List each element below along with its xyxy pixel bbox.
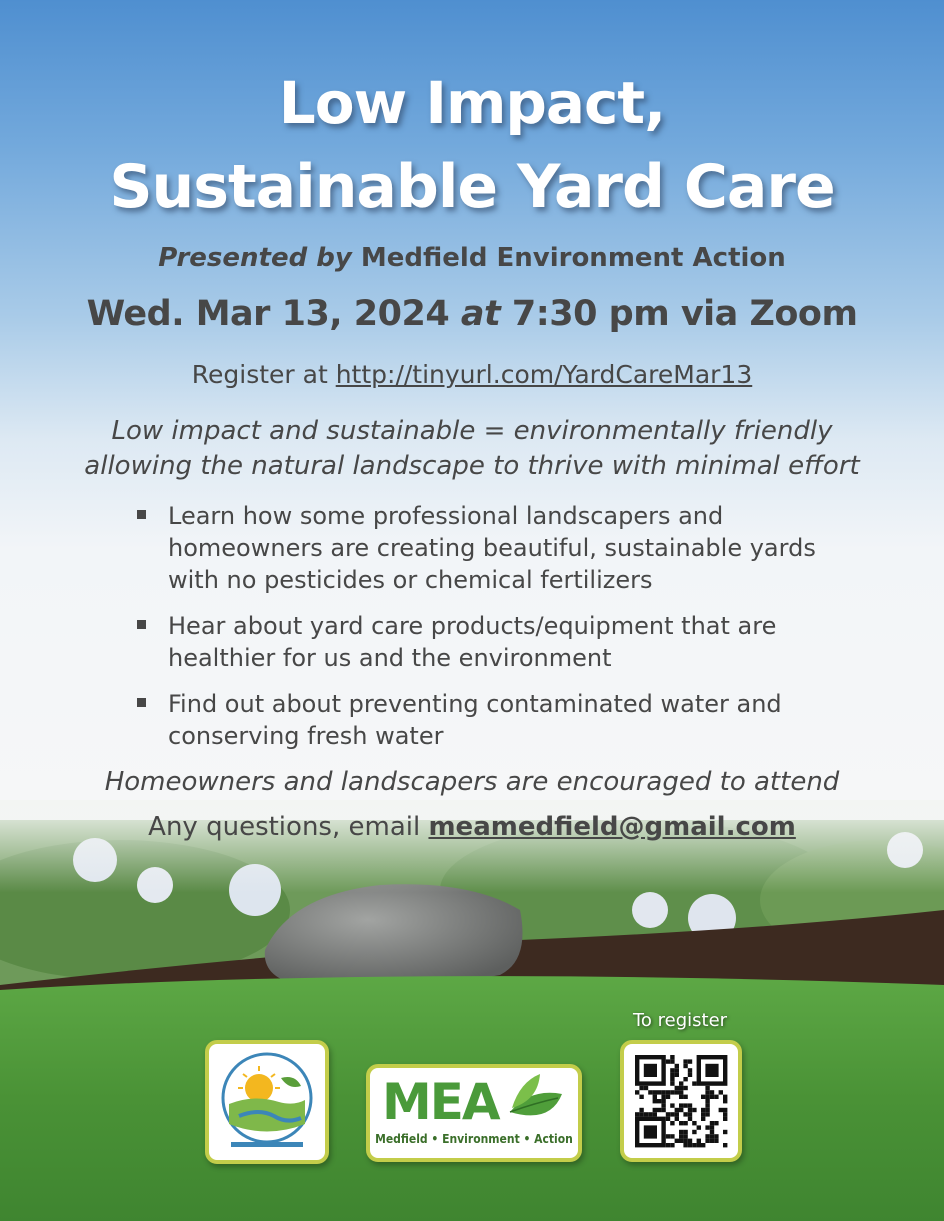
sun-landscape-icon: [209, 1044, 325, 1160]
register-link[interactable]: http://tinyurl.com/YardCareMar13: [335, 360, 753, 389]
title-line-2: Sustainable Yard Care: [109, 152, 835, 222]
list-item: [132, 688, 852, 752]
qr-code[interactable]: [620, 1040, 742, 1162]
list-item-text: Find out about preventing contaminated water and conserving fresh water: [168, 690, 782, 750]
list-item-text: Learn how some professional landscapers and homeowners are creating beautiful, sustainable yards with no pesticides or chemical fertilizers: [168, 502, 816, 594]
email-link[interactable]: meamedfield@gmail.com: [428, 812, 796, 842]
event-date: Wed. Mar 13, 2024: [86, 294, 450, 334]
bullet-square-icon: [137, 698, 146, 707]
presented-prefix: Presented by: [158, 243, 352, 273]
mea-letters: MEA: [382, 1073, 499, 1131]
list-item-text: Hear about yard care products/equipment that are healthier for us and the environment: [168, 612, 777, 672]
mea-tagline: Medfield • Environment • Action: [375, 1132, 573, 1146]
questions-prefix: Any questions, email: [148, 812, 421, 842]
bullet-square-icon: [137, 620, 146, 629]
qr-caption: To register: [632, 1010, 728, 1031]
bullet-square-icon: [137, 510, 146, 519]
action-of-the-quarter-logo: [205, 1040, 329, 1164]
event-datetime: [0, 294, 944, 334]
qr-code-icon: [624, 1044, 738, 1158]
register-prefix: Register at: [191, 360, 328, 389]
organization-name: Medfield Environment Action: [360, 243, 786, 273]
list-item: [132, 500, 852, 596]
title-line-1: Low Impact,: [278, 69, 666, 137]
mea-logo: [366, 1064, 582, 1162]
presented-by: [0, 243, 944, 273]
tagline-line-2: allowing the natural landscape to thrive with minimal effort: [84, 451, 860, 481]
questions-line: [0, 812, 944, 842]
topic-list: [132, 500, 852, 766]
register-line: [0, 360, 944, 389]
encourage-text: Homeowners and landscapers are encouraged to attend: [104, 767, 840, 797]
event-time: 7:30 pm via Zoom: [511, 294, 858, 334]
event-at: at: [460, 294, 501, 334]
list-item: [132, 610, 852, 674]
tagline-line-1: Low impact and sustainable = environmentally friendly: [111, 416, 833, 446]
